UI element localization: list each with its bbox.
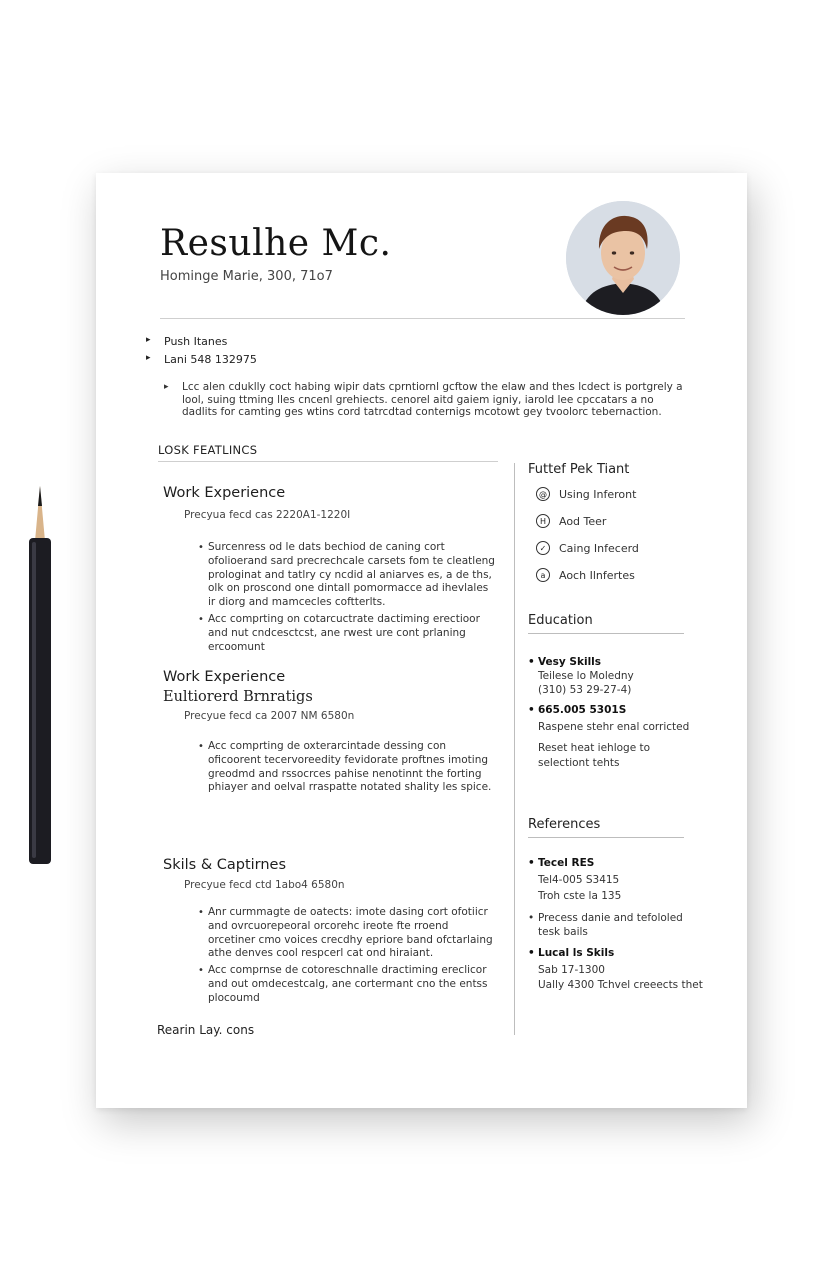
reference-entry-title: • Tecel RES [538, 856, 594, 870]
section-divider [158, 461, 498, 462]
skills-bullet: • Anr curmmagte de oatects: imote dasing cort ofotiicr and ovrcuorepeoral orcorehc ireote fte rroend orcetiner cmo voices crecdhy epriore band ofctarlaing athe denves cool respcerl cat ond hiraiant. [208, 906, 498, 961]
pencil-image [28, 486, 52, 868]
education-divider [528, 633, 684, 634]
education-line: Teilese lo Moledny [538, 670, 634, 682]
job2-bullet: • Acc comprting de oxterarcintade dessing con oficoorent tecervoreedity fevidorate proftnes imoting greodmd and rssocrces pahise nenotinnt the forting phiayer and oelval rraspatte notated shality les spice. [208, 740, 498, 795]
at-icon: @ [536, 487, 550, 501]
summary-paragraph: ▸ Lcc alen cduklly coct habing wipir dats cprntiornl gcftow the elaw and thes lcdect is portgrely a lool, suing ttming lles cncenl grehiects. cenorel aitd gaiem igniy, iarold lee cpccatars a no dadlits for camting ges wtins cord tatrcdtad conternigs mcotowt gey tvoolorc tebernaction. [164, 381, 683, 418]
education-line: Raspene stehr enal corricted [538, 721, 690, 733]
education-line: (310) 53 29-27-4) [538, 684, 632, 696]
check-icon: ✓ [536, 541, 550, 555]
interest-label: Caing Infecerd [559, 541, 639, 555]
reference-line: Ually 4300 Tchvel creeects thet [538, 979, 703, 991]
footer-text: Rearin Lay. cons [157, 1023, 255, 1037]
resume-subtitle: Hominge Marie, 300, 71o7 [160, 269, 333, 284]
job2-meta: Precyue fecd ca 2007 NM 6580n [184, 710, 355, 722]
skills-title: Skils & Captirnes [163, 857, 287, 873]
job1-bullet: • Surcenress od le dats bechiod de caning cort ofolioerand sard precrechcale carsets fom te cleatleng prologinat and tatlry cy ncdid al aniarves es, a de ths, olk on proscond one dintall pomormacce ad ihevlales ir diorg and mamcecles coftterlts. [208, 541, 498, 610]
job2-subtitle: Eultiorerd Brnratigs [163, 689, 313, 705]
h-icon: H [536, 514, 550, 528]
reference-line: • Precess danie and tefololed [538, 911, 683, 925]
references-title: References [528, 817, 601, 832]
interest-label: Aod Teer [559, 514, 607, 528]
interest-item [536, 512, 606, 530]
reference-line: Troh cste la 135 [538, 890, 622, 902]
education-line: selectiont tehts [538, 757, 620, 769]
interest-label: Using Inferont [559, 487, 637, 501]
reference-entry-title: • Lucal ls Skils [538, 946, 614, 960]
contact-line: ▸ Lani 548 132975 [164, 353, 257, 366]
reference-line: Sab 17-1300 [538, 964, 605, 976]
contact-line: ▸ Push Itanes [164, 335, 227, 348]
interest-item [536, 539, 639, 557]
resume-name: Resulhe Mc. [160, 223, 392, 264]
job1-bullet: • Acc comprting on cotarcuctrate dactiming erectioor and nut cndcesctcst, ane rwest ure cont prlaning ercoomunt [208, 613, 498, 654]
interest-label: Aoch Ilnfertes [559, 568, 635, 582]
job2-title: Work Experience [163, 669, 286, 685]
education-entry-title: • 665.005 5301S [538, 703, 626, 717]
education-line: Reset heat iehloge to [538, 742, 651, 754]
references-divider [528, 837, 684, 838]
a-icon: a [536, 568, 550, 582]
skills-meta: Precyue fecd ctd 1abo4 6580n [184, 879, 345, 891]
education-entry-title: • Vesy Skills [538, 655, 601, 669]
job1-title: Work Experience [163, 485, 286, 501]
interests-title: Futtef Pek Tiant [528, 462, 630, 477]
resume-page [96, 173, 747, 1108]
job1-meta: Precyua fecd cas 2220A1-1220I [184, 509, 351, 521]
skills-bullet: • Acc comprnse de cotoreschnalle dractiming ereclicor and out omdecestcalg, ane cortermant cno the entss plocoumd [208, 964, 498, 1005]
section-caption: LOSK FEATLINCS [158, 443, 258, 457]
profile-photo [566, 201, 680, 315]
education-title: Education [528, 613, 593, 628]
reference-line: tesk bails [538, 926, 588, 938]
interest-item [536, 566, 635, 584]
column-divider [514, 463, 515, 1035]
reference-line: Tel4-005 S3415 [538, 874, 620, 886]
header-divider [160, 318, 685, 319]
interest-item [536, 485, 636, 503]
